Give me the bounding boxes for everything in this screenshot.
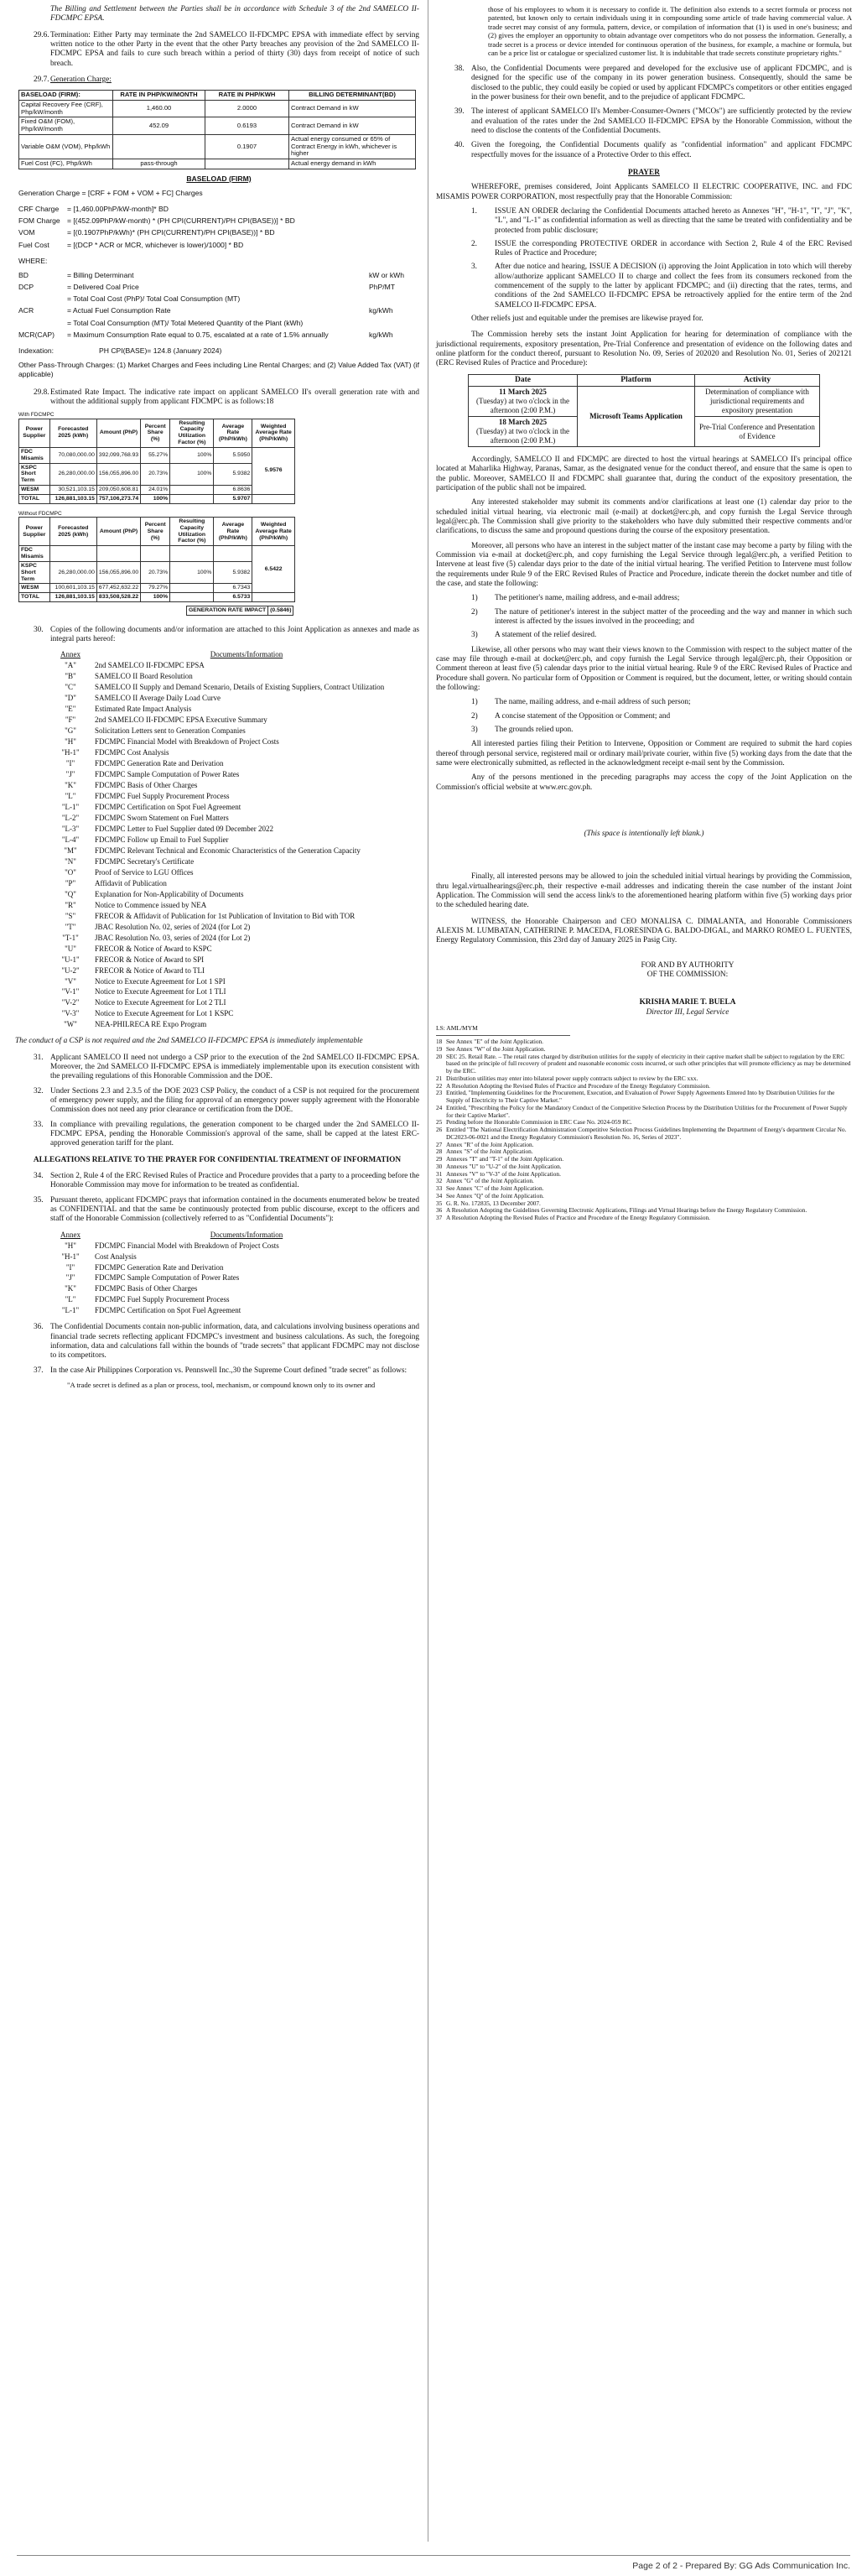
footnote: 33 See Annex "C" of the Joint Application.	[436, 1184, 544, 1193]
annex-row: "L-1" FDCMPC Certification on Spot Fuel Agreement	[61, 803, 241, 812]
para-29-6: 29.6. Termination: Either Party may terminate the 2nd SAMELCO II-FDCMPC EPSA with immediate effect by serving written notice to the other Party in the event that the other Party breaches any provision of the 2nd SAMELCO II-FDCMPC EPSA and fails to cure such breach within a period of thirty (30) days from receipt of notice of such breach.	[34, 30, 419, 68]
annex-row: "G" Solicitation Letters sent to Generation Companies	[65, 726, 246, 736]
blank-space-note: (This space is intentionally left blank.)	[584, 830, 704, 838]
footnote: 36 A Resolution Adopting the Guidelines Governing Electronic Applications, Filings and Virtual Hearings before the Energy Regulatory Commission.	[436, 1206, 807, 1215]
annex-row: "V-1" Notice to Execute Agreement for Lot 1 TLI	[61, 987, 226, 997]
annex-row: "K" FDCMPC Basis of Other Charges	[65, 1284, 198, 1293]
finally-para: Finally, all interested persons may be allowed to join the scheduled initial virtual hearings by providing the Commission, thru legal.virtualhearings@erc.ph, their respective e-mail addresses and indicating therein the case number of the instant Joint Application. The Commission will send the access link/s to the aforementioned hearing platform within five (5) working days prior to the scheduled hearing date.	[436, 872, 852, 910]
generation-charge-formula: Generation Charge = [CRF + FOM + VOM + FC] Charges	[18, 188, 203, 197]
annex-row: "T" JBAC Resolution No. 02, series of 2024 (for Lot 2)	[65, 922, 251, 931]
billing-intro: The Billing and Settlement between the Parties shall be in accordance with Schedule 3 of the 2nd SAMELCO II-FDCMPC EPSA.	[50, 5, 419, 23]
where-row: BD = Billing Determinant kW or kWh	[18, 270, 405, 279]
footnote: 29 Annexes "T" and "T-1" of the Joint Application.	[436, 1155, 564, 1163]
intervene-item: 3) A statement of the relief desired.	[471, 631, 597, 640]
trade-secret-quote-start: "A trade secret is defined as a plan or process, tool, mechanism, or compound known only to its owner and	[67, 1381, 376, 1389]
other-pass-through: Other Pass-Through Charges: (1) Market Charges and Fees including Line Rental Charges; and (2) Value Added Tax (VAT) (if applicable)	[18, 361, 419, 379]
where-row: = Total Coal Consumption (MT)/ Total Metered Quantity of the Plant (kWh)	[67, 318, 304, 327]
rate-impact-tables	[18, 412, 419, 616]
where-label: WHERE:	[18, 256, 48, 265]
where-row: = Total Coal Cost (PhP)/ Total Coal Consumption (MT)	[67, 294, 241, 304]
para-32: 32. Under Sections 2.3 and 2.3.5 of the DOE 2023 CSP Policy, the conduct of a CSP is not required for the procurement of emergency power supply, and the filing for approval of an emergency power supply agreement with the Honorable Commission does not need any prior clearance or certification from the DOE.	[34, 1086, 419, 1115]
formula-row: Fuel Cost = [(DCP * ACR or MCR, whichever is lower)/1000] * BD	[18, 240, 244, 249]
signatory-name: KRISHA MARIE T. BUELA	[639, 998, 736, 1007]
opposition-para: Likewise, all other persons who may want their views known to the Commission with respect to the subject matter of the case may file through e-mail at docket@erc.ph, and copy furnish the Legal Service through legal@erc.ph, their Opposition or Comment thereon at least five (5) calendar days prior to the initial virtual hearing. Rule 9 of the ERC Revised Rules of Practice and Procedure shall govern. No particular form of Opposition or Comment is required, but the document, letter, or writing should contain the following:	[436, 645, 852, 693]
generation-charge-table: BASELOAD (FIRM): RATE IN PHP/KW/MONTH RATE IN PHP/KWH BILLING DETERMINANT(BD) Capital Recovery Fee (CRF), Php/kW/month 1,460.00 2.0000 Contract Demand in kW Fixed O&M (FOM), Php/kW/month 452.09 0.6193 Contract Demand in kW Variable O&M (VOM), Php/kWh 0.1907 Actual energy consumed or 65% of Contract Energy in kWh, whichever is higher Fuel Cost (FC), Php/kWh pass-through Actual energy demand in kWh	[18, 90, 416, 169]
footnote: 18 See Annex "E" of the Joint Application.	[436, 1038, 544, 1046]
annex-row: "A" 2nd SAMELCO II-FDCMPC EPSA	[65, 661, 205, 670]
para-33: 33. In compliance with prevailing regulations, the generation component to be charged under the 2nd SAMELCO II-FDCMPC EPSA, pending the Honorable Commission's approval of the same, shall be capped at the latest ERC-approved generation tariff for the plant.	[34, 1120, 419, 1148]
annex-row: "V-2" Notice to Execute Agreement for Lot 2 TLI	[61, 998, 226, 1007]
annex-row: "V-3" Notice to Execute Agreement for Lot 1 KSPC	[61, 1009, 234, 1018]
annex-row: "H" FDCMPC Financial Model with Breakdown of Project Costs	[65, 1241, 279, 1250]
hearing-schedule-table: Date Platform Activity 11 March 2025 (Tuesday) at two o'clock in the afternoon (2:00 P.M.) Microsoft Teams Application Determination of compliance with jurisdictional requirements and expository presentation 18 March 2025 (Tuesday) at two o'clock in the afternoon (2:00 P.M.) Pre-Trial Conference and Presentation of Evidence	[468, 374, 820, 447]
footnote: 21 Distribution utilities may enter into bilateral power supply contracts subject to review by the ERC xxx.	[436, 1074, 698, 1082]
witness-para: WITNESS, the Honorable Chairperson and CEO MONALISA C. DIMALANTA, and Honorable Commissioners ALEXIS M. LUMBATAN, CATHERINE P. MACEDA, FLORESINDA G. BALDO-DIGAL, and MARKO ROMEO L. FUENTES, Energy Regulatory Commission, this 23rd day of January 2025 in Pasig City.	[436, 917, 852, 945]
table-row: TOTAL 126,881,103.15 757,106,273.74 100% 5.9707	[19, 494, 295, 503]
table-row: KSPC Short Term 26,280,000.00 156,055,896.00 20.73% 100% 5.9382	[19, 463, 295, 485]
annex-row: "W" NEA-PHILRECA RE Expo Program	[64, 1020, 207, 1029]
annex-row: "H" FDCMPC Financial Model with Breakdown of Project Costs	[65, 737, 279, 747]
para-38: 38. Also, the Confidential Documents were prepared and developed for the exclusive use of applicant FDCMPC, and is designed for the specific use of the company in its power generation business. Consequently, should the same be disclosed to the public, they could easily be copied or used by applicant FDCMPC's competitors or other entities engaged in the power business for their own benefit, and to the prejudice of applicant FDCMPC.	[454, 64, 852, 101]
para-36: 36. The Confidential Documents contain non-public information, data, and calculations involving business operations and financial trade secrets reflecting applicant FDCMPC's investment and business calculations. As such, the foregoing information, data and calculations fall within the bounds of "trade secrets" that applicant FDCMPC may not disclose to its competitors.	[34, 1323, 419, 1361]
table-row: Fixed O&M (FOM), Php/kW/month 452.09 0.6193 Contract Demand in kW	[19, 117, 416, 134]
annex-row: "H-1" FDCMPC Cost Analysis	[61, 748, 169, 757]
footnote: 22 A Resolution Adopting the Revised Rules of Practice and Procedure of the Energy Regulatory Commission.	[436, 1081, 711, 1090]
annex-row: "J" FDCMPC Sample Computation of Power Rates	[65, 1273, 240, 1283]
where-row: ACR = Actual Fuel Consumption Rate kg/kWh	[18, 306, 393, 315]
petition-to-intervene-para: Moreover, all persons who have an interest in the subject matter of the instant case may become a party by filing with the Commission via e-mail at docket@erc.ph, and copy furnishing the Legal Service through legal@erc.ph, a verified Petition to Intervene at least five (5) calendar days prior to the date of the initial virtual hearing. The verified Petition to Intervene must follow the requirements under Rule 9 of the ERC Revised Rules of Practice and Procedure, indicate therein the docket number and title of the case, and state the following:	[436, 541, 852, 589]
opposition-item: 2) A concise statement of the Opposition or Comment; and	[471, 711, 671, 721]
annex-list: Annex Documents/Information "A" 2nd SAMELCO II-FDCMPC EPSA "B" SAMELCO II Board Resolution "C" SAMELCO II Supply and Demand Scenario, Details of Existing Suppliers, Contract Utilization "D" SAMELCO II Average Daily Load Curve "E" Estimated Rate Impact Analysis "F" 2nd SAMELCO II-FDCMPC EPSA Executive Summary "G" Solicitation Letters sent to Generation Companies "H" FDCMPC Financial Model with Breakdown of Project Costs "H-1" FDCMPC Cost Analysis "I" FDCMPC Generation Rate and Derivation "J" FDCMPC Sample Computation of Power Rates "K" FDCMPC Basis of Other Charges "L" FDCMPC Fuel Supply Procurement Process "L-1" FDCMPC Certification on Spot Fuel Agreement "L-2" FDCMPC Sworn Statement on Fuel Matters "L-3" FDCMPC Letter to Fuel Supplier dated 09 December 2022 "L-4" FDCMPC Follow up Email to Fuel Supplier "M" FDCMPC Relevant Technical and Economic Characteristics of the Generation Capacity "N" FDCMPC Secretary's Certificate "O" Proof of Service to LGU Offices "P" Affidavit of Publication "Q" Explanation for Non-Applicability of Documents "R" Notice to Commence issued by NEA "S" FRECOR & Affidavit of Publication for 1st Publication of Invitation to Bid with TOR "T" JBAC Resolution No. 02, series of 2024 (for Lot 2) "T-1" JBAC Resolution No. 03, series of 2024 (for Lot 2) "U" FRECOR & Notice of Award to KSPC "U-1" FRECOR & Notice of Award to SPI "U-2" FRECOR & Notice of Award to TLI "V" Notice to Execute Agreement for Lot 1 SPI "V-1" Notice to Execute Agreement for Lot 1 TLI "V-2" Notice to Execute Agreement for Lot 2 TLI "V-3" Notice to Execute Agreement for Lot 1 KSPC "W" NEA-PHILRECA RE Expo Program	[49, 649, 401, 1030]
annex-row: "D" SAMELCO II Average Daily Load Curve	[65, 694, 221, 703]
footnote: 20 SEC 25. Retail Rate. – The retail rates charged by distribution utilities for the supply of electricity in their captive market shall be subject to regulation by the ERC based on the principle of full recovery of prudent and reasonable economic costs incurred, or such other principles that will promote efficiency as may be determined by the ERC.	[436, 1052, 851, 1075]
stakeholder-comments-para: Any interested stakeholder may submit its comments and/or clarifications at least one (1) calendar day prior to the scheduled initial virtual hearing, via electronic mail (e-mail) at docket@erc.ph, and copy furnish the Legal Service through legal@erc.ph. The Commission shall give priority to the stakeholders who have duly submitted their respective comments and/or clarifications, to discuss the same and propound questions during the course of the expository presentation.	[436, 498, 852, 536]
footnote: 32 Annex "G" of the Joint Application.	[436, 1177, 534, 1185]
para-31: 31. Applicant SAMELCO II need not undergo a CSP prior to the execution of the 2nd SAMELCO II-FDCMPC EPSA. Moreover, the 2nd SAMELCO II-FDCMPC EPSA is immediately implementable upon its execution consistent with the prevailing regulations of this Honorable Commission and the DOE.	[34, 1053, 419, 1081]
footnote: 23 Entitled, "Implementing Guidelines for the Procurement, Execution, and Evaluation of Power Supply Agreements Entered Into by Distribution Utilities for the Supply of Electricity to Their Captive Market."	[436, 1089, 835, 1105]
table-row: KSPC Short Term 26,280,000.00 156,055,896.00 20.73% 100% 5.9382	[19, 561, 295, 583]
allegations-heading: ALLEGATIONS RELATIVE TO THE PRAYER FOR CONFIDENTIAL TREATMENT OF INFORMATION	[33, 1155, 402, 1164]
csp-heading: The conduct of a CSP is not required and the 2nd SAMELCO II-FDCMPC EPSA is immediately implementable	[15, 1037, 363, 1046]
annex-row: "V" Notice to Execute Agreement for Lot 1 SPI	[65, 976, 226, 986]
access-copy-para: Any of the persons mentioned in the preceding paragraphs may access the copy of the Joint Application on the Commission's official website at www.erc.gov.ph.	[436, 773, 852, 792]
trade-secret-quote-cont: those of his employees to whom it is necessary to confide it. The definition also extends to a secret formula or process not patented, but known only to certain individuals using it in compounding some article of trade having commercial value. A trade secret may consist of any formula, pattern, device, or compilation of information that (1) is used in one's business; and (2) gives the employer an opportunity to obtain advantage over competitors who do not possess the information. Generally, a trade secret is a process or device intended for continuous operation of the business, for example, a machine or formula, but can be a price list or catalogue or specialized customer list. It is indubitable that trade secrets constitute proprietary rights."	[488, 5, 852, 58]
annex-row: "K" FDCMPC Basis of Other Charges	[65, 781, 198, 790]
footnotes	[436, 1038, 852, 1222]
annex-row: "N" FDCMPC Secretary's Certificate	[65, 856, 195, 866]
annex-row: "L-1" FDCMPC Certification on Spot Fuel Agreement	[61, 1306, 241, 1315]
annex-row: "F" 2nd SAMELCO II-FDCMPC EPSA Executive Summary	[65, 716, 267, 725]
table-row: Fuel Cost (FC), Php/kWh pass-through Actual energy demand in kWh	[19, 159, 416, 169]
para-30: 30. Copies of the following documents and/or information are attached to this Joint Application as annexes and made as integral parts hereof:	[34, 625, 419, 644]
para-29-7: 29.7. Generation Charge:	[34, 75, 112, 84]
annex-row: "O" Proof of Service to LGU Offices	[65, 867, 194, 877]
table-row: Variable O&M (VOM), Php/kWh 0.1907 Actual energy consumed or 65% of Contract Energy in kWh, whichever is higher	[19, 134, 416, 159]
formula-row: VOM = [(0.1907PhP/kWh)* (PH CPI(CURRENT)/PH CPI(BASE))] * BD	[18, 228, 275, 237]
generation-rate-impact: GENERATION RATE IMPACT (0.5846)	[186, 606, 293, 616]
table-row: Capital Recovery Fee (CRF), Php/kW/month 1,460.00 2.0000 Contract Demand in kW	[19, 101, 416, 117]
footnote: 25 Pending before the Honorable Commission in ERC Case No. 2024-059 RC.	[436, 1118, 632, 1127]
table-row: FDC Misamis 6.5422	[19, 546, 295, 562]
left-column	[15, 5, 419, 1392]
para-40: 40. Given the foregoing, the Confidential Documents qualify as "confidential information" and applicant FDCMPC respectfully moves for the issuance of a Protective Order to this effect.	[454, 141, 852, 159]
annex-row: "U-2" FRECOR & Notice of Award to TLI	[61, 965, 205, 975]
with-fdcmpc-label: With FDCMPC	[18, 412, 55, 419]
annex-row: "R" Notice to Commence issued by NEA	[65, 900, 207, 909]
prayer-item: 1. ISSUE AN ORDER declaring the Confidential Documents attached hereto as Annexes "H", "H-1", "I", "J", "K", "L", and "L-1" as confidential information as well as directing that the same be treated with confidentiality and be protected from public disclosure;	[471, 206, 852, 235]
intervene-item: 2) The nature of petitioner's interest in the subject matter of the proceeding and the way and manner in which such interest is affected by the issues involved in the proceeding; and	[471, 607, 852, 627]
table-row: FDC Misamis 70,080,000.00 392,099,768.93 55.27% 100% 5.5950 5.9576	[19, 447, 295, 463]
annex-row: "Q" Explanation for Non-Applicability of Documents	[65, 889, 244, 898]
annex-row: "U" FRECOR & Notice of Award to KSPC	[65, 944, 212, 953]
rate-impact-with-table: Power Supplier Forecasted 2025 (kWh) Amount (PhP) Percent Share (%) Resulting Capacity Utilization Factor (%) Average Rate (PhP/kWh) Weighted Average Rate (PhP/kWh) FDC Misamis 70,080,000.00 392,099,768.93 55.27% 100% 5.5950 5.9576 KSPC Short Term 26,280,000.00 156,055,896.00 20.73% 100% 5.9382 WESM 30,521,103.15 209,050,608.81 24.01% 6.8636 TOTAL 126,881,103.15 757,106,273.74 100% 5.9707	[18, 419, 295, 504]
footnote: 34 See Annex "Q" of the Joint Application.	[436, 1191, 544, 1200]
annex-row: "E" Estimated Rate Impact Analysis	[65, 705, 192, 714]
without-fdcmpc-label: Without FDCMPC	[18, 510, 62, 517]
generation-charge-formulas	[18, 174, 419, 380]
annex-row: "B" SAMELCO II Board Resolution	[65, 672, 193, 681]
para-37: 37. In the case Air Philippines Corporation vs. Pennswell Inc.,30 the Supreme Court defined "trade secret" as follows:	[34, 1366, 408, 1375]
signature-space	[562, 980, 813, 998]
footnote: 24 Entitled, "Prescribing the Policy for the Mandatory Conduct of the Competitive Selection Process by the Distribution Utilities for the Procurement of Power Supply for their Captive Market".	[436, 1103, 848, 1119]
annex-row: "M" FDCMPC Relevant Technical and Economic Characteristics of the Generation Capacity	[64, 846, 361, 855]
footnote: 31 Annexes "V" to "V-3" of the Joint Application.	[436, 1169, 561, 1178]
para-35: 35. Pursuant thereto, applicant FDCMPC prays that information contained in the documents enumerated below be treated as CONFIDENTIAL and that the same be continuously protected from public discourse, except to the officers and staff of the Honorable Commission (collectively referred to as "Confidential Documents"):	[34, 1195, 419, 1224]
table-row: 18 March 2025 (Tuesday) at two o'clock in the afternoon (2:00 P.M.) Pre-Trial Conference and Presentation of Evidence	[469, 417, 820, 447]
annex-row: "I" FDCMPC Generation Rate and Derivation	[65, 1262, 224, 1272]
para-34: 34. Section 2, Rule 4 of the ERC Revised Rules of Practice and Procedure provides that a party to a proceeding before the Honorable Commission may move for information to be treated as confidential.	[34, 1171, 419, 1190]
prayer-intro: WHEREFORE, premises considered, Joint Applicants SAMELCO II ELECTRIC COOPERATIVE, INC. and FDC MISAMIS POWER CORPORATION, most respectfully pray that the Honorable Commission:	[436, 183, 852, 201]
footnote: 27 Annex "R" of the Joint Application.	[436, 1140, 534, 1148]
opposition-item: 3) The grounds relied upon.	[471, 726, 574, 735]
annex-row: "L" FDCMPC Fuel Supply Procurement Process	[65, 1295, 230, 1304]
annex-row: "U-1" FRECOR & Notice of Award to SPI	[61, 955, 205, 964]
table-row: 11 March 2025 (Tuesday) at two o'clock in the afternoon (2:00 P.M.) Microsoft Teams Application Determination of compliance with jurisdictional requirements and expository presentation	[469, 387, 820, 417]
prayer-item: 3. After due notice and hearing, ISSUE A DECISION (i) approving the Joint Application in toto which will thereby allow/authorize applicant SAMELCO II to charge and collect the fees from its consumers reckoned from the commencement of the supply to the latter by applicant FDCMPC; and (ii) directing that the rates, terms, and conditions of the 2nd SAMELCO II-FDCMPC EPSA be retroactively applied for the entire term of the 2nd SAMELCO II-FDCMPC EPSA.	[471, 263, 852, 310]
para-39: 39. The interest of applicant SAMELCO II's Member-Consumer-Owners ("MCOs") are sufficiently protected by the review and evaluation of the rates under the 2nd SAMELCO II-FDCMPC EPSA by the Honorable Commission, without the need to disclose the contents of the Confidential Documents.	[454, 107, 852, 135]
hard-copies-para: All interested parties filing their Petition to Intervene, Opposition or Comment are required to submit the hard copies thereof through personal service, registered mail or ordinary mail/private courier, within five (5) working days from the date that the same were electronically submitted, as reflected in the acknowledgment receipt e-mail sent by the Commission.	[436, 740, 852, 768]
footnote: 28 Annex "S" of the Joint Application.	[436, 1147, 533, 1156]
para-29-8: 29.8. Estimated Rate Impact. The indicative rate impact on applicant SAMELCO II's overall generation rate with and without the additional supply from applicant FDCMPC is as follows:18	[34, 388, 419, 406]
signatory-title: Director III, Legal Service	[646, 1007, 729, 1017]
table-row: WESM 100,601,103.15 677,452,632.22 79.27% 6.7343	[19, 584, 295, 593]
table-row: WESM 30,521,103.15 209,050,608.81 24.01% 6.8636	[19, 485, 295, 494]
initials: LS: AML/MYM	[436, 1023, 478, 1032]
footnote: 30 Annexes "U" to "U-2" of the Joint Application.	[436, 1162, 562, 1170]
baseload-title: BASELOAD (FIRM)	[186, 174, 252, 183]
prayer-item: 2. ISSUE the corresponding PROTECTIVE ORDER in accordance with Section 2, Rule 4 of the ERC Revised Rules of Practice and Procedure;	[471, 239, 852, 258]
hearing-setting: The Commission hereby sets the instant Joint Application for hearing for determination of compliance with the jurisdictional requirements, expository presentation, Pre-Trial Conference and presentation of evidence on the following dates and online platform for the conduct thereof, pursuant to Resolution No. 09, Series of 202020 and Resolution No. 01, Series of 202121 (ERC Revised Rules of Practice and Procedure):	[436, 330, 852, 368]
annex-row: "L-4" FDCMPC Follow up Email to Fuel Supplier	[61, 835, 229, 844]
formula-row: CRF Charge = [1,460.00PhP/kW-month]* BD	[18, 205, 169, 214]
right-column	[436, 5, 852, 1222]
annex-row: "J" FDCMPC Sample Computation of Power Rates	[65, 770, 240, 779]
signature-block: FOR AND BY AUTHORITY OF THE COMMISSION: KRISHA MARIE T. BUELA Director III, Legal Service	[562, 961, 813, 1017]
opposition-item: 1) The name, mailing address, and e-mail address of such person;	[471, 698, 691, 707]
annex-row: "C" SAMELCO II Supply and Demand Scenario, Details of Existing Suppliers, Contract Utilization	[65, 683, 385, 692]
where-row: MCR(CAP) = Maximum Consumption Rate equal to 0.75, escalated at a rate of 1.5% annually kg/kWh	[18, 330, 393, 339]
footnote: 19 See Annex "W" of the Joint Application.	[436, 1044, 546, 1053]
accordingly-para: Accordingly, SAMELCO II and FDCMPC are directed to host the virtual hearings at SAMELCO II's principal office located at Maharlika Highway, Paranas, Samar, as the designated venue for the conduct thereof, and ensure that the same is open to the public. Moreover, SAMELCO II and FDCMPC shall guarantee that, during the conduct of the expository presentation, the participation of the public shall not be impaired.	[436, 455, 852, 493]
other-reliefs: Other reliefs just and equitable under the premises are likewise prayed for.	[471, 315, 703, 324]
confidential-annex-list: Annex Documents/Information "H" FDCMPC Financial Model with Breakdown of Project Costs "H-1" Cost Analysis "I" FDCMPC Generation Rate and Derivation "J" FDCMPC Sample Computation of Power Rates "K" FDCMPC Basis of Other Charges "L" FDCMPC Fuel Supply Procurement Process "L-1" FDCMPC Certification on Spot Fuel Agreement	[49, 1230, 401, 1317]
prayer-heading: PRAYER	[628, 168, 660, 177]
table-row: TOTAL 126,881,103.15 833,508,528.22 100% 6.5733	[19, 593, 295, 602]
footnote: 35 G. R. No. 172835, 13 December 2007.	[436, 1199, 541, 1207]
annex-row: "L-2" FDCMPC Sworn Statement on Fuel Matters	[61, 813, 229, 822]
page-footer: Page 2 of 2 - Prepared By: GG Ads Communication Inc.	[17, 2555, 850, 2572]
footnote-rule	[436, 1035, 570, 1036]
annex-row: "T-1" JBAC Resolution No. 03, series of 2024 (for Lot 2)	[62, 933, 251, 942]
where-row: DCP = Delivered Coal Price PhP/MT	[18, 283, 396, 292]
annex-row: "L" FDCMPC Fuel Supply Procurement Process	[65, 792, 230, 801]
annex-row: "H-1" Cost Analysis	[61, 1252, 137, 1261]
footnote: 37 A Resolution Adopting the Revised Rules of Practice and Procedure of the Energy Regulatory Commission.	[436, 1214, 711, 1222]
annex-row: "S" FRECOR & Affidavit of Publication for 1st Publication of Invitation to Bid with TOR	[65, 911, 356, 920]
annex-row: "P" Affidavit of Publication	[65, 878, 167, 887]
rate-impact-without-table: Power Supplier Forecasted 2025 (kWh) Amount (PhP) Percent Share (%) Resulting Capacity Utilization Factor (%) Average Rate (PhP/kWh) Weighted Average Rate (PhP/kWh) FDC Misamis 6.5422 KSPC Short Term 26,280,000.00 156,055,896.00 20.73% 100% 5.9382 WESM 100,601,103.15 677,452,632.22 79.27% 6.7343 TOTAL 126,881,103.15 833,508,528.22 100% 6.5733	[18, 517, 295, 602]
intervene-item: 1) The petitioner's name, mailing address, and e-mail address;	[471, 594, 680, 603]
annex-row: "I" FDCMPC Generation Rate and Derivation	[65, 759, 224, 768]
indexation-row: Indexation: PH CPI(BASE)= 124.8 (January 2024)	[18, 346, 222, 355]
footnote: 26 Entitled "The National Electrification Administration Competitive Selection Process Guidelines Implementing the Department of Energy's department Circular No. DC2023-06-0021 and the Energy Regulatory Commission's Resolution No. 16, Series of 2023".	[436, 1126, 847, 1141]
annex-row: "L-3" FDCMPC Letter to Fuel Supplier dated 09 December 2022	[61, 824, 273, 833]
formula-row: FOM Charge = [(452.09PhP/kW-month) * (PH CPI(CURRENT)/PH CPI(BASE))] * BD	[18, 216, 295, 226]
